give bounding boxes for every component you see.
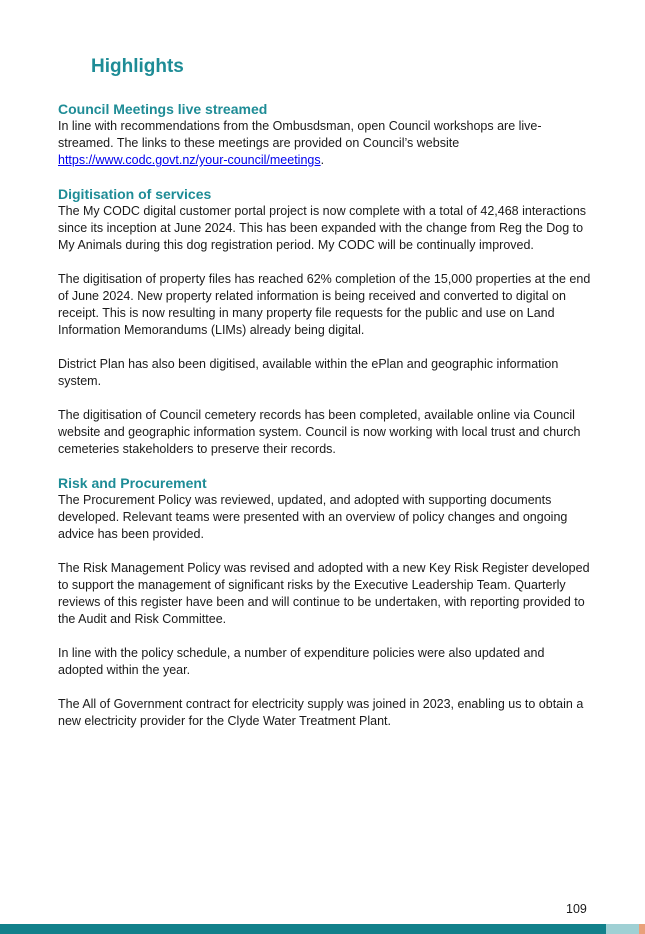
footer-bar-main-segment [0,924,606,934]
footer-bar [0,924,645,934]
section-heading-risk: Risk and Procurement [58,475,207,491]
footer-bar-accent-segment [639,924,645,934]
digitisation-paragraph-1: The My CODC digital customer portal project is now complete with a total of 42,468 interactions since its inception at June 2024. This has been expanded with the change from Reg the Dog to My Animals during this dog registration period. My CODC will be continually improved. [58,204,587,252]
risk-paragraph-4: The All of Government contract for electricity supply was joined in 2023, enabling us to obtain a new electricity provider for the Clyde Water Treatment Plant. [58,697,584,728]
risk-paragraph-3: In line with the policy schedule, a number of expenditure policies were also updated and adopted within the year. [58,646,545,677]
council-meetings-paragraph [58,118,592,169]
document-body [58,101,592,747]
risk-paragraph-1: The Procurement Policy was reviewed, updated, and adopted with supporting documents developed. Relevant teams were presented with an overview of policy changes and ongoing advice has been provided. [58,493,568,541]
section-heading-digitisation: Digitisation of services [58,186,212,202]
page-number: 109 [566,902,587,916]
meetings-link[interactable]: https://www.codc.govt.nz/your-council/meetings [58,153,321,167]
digitisation-paragraph-2: The digitisation of property files has reached 62% completion of the 15,000 properties at the end of June 2024. New property related information is being received and converted to digital on receipt. This is now resulting in many property file requests for the public and use on Land Information Memorandums (LIMs) already being digital. [58,272,591,337]
digitisation-paragraph-3: District Plan has also been digitised, available within the ePlan and geographic information system. [58,357,559,388]
section-heading-council-meetings: Council Meetings live streamed [58,101,268,117]
digitisation-paragraph-4: The digitisation of Council cemetery records has been completed, available online via Council website and geographic information system. Council is now working with local trust and church cemeteries stakeholders to preserve their records. [58,408,581,456]
risk-paragraph-2: The Risk Management Policy was revised and adopted with a new Key Risk Register developed to support the management of significant risks by the Executive Leadership Team. Quarterly reviews of this register have been and will continue to be undertaken, with reporting provided to the Audit and Risk Committee. [58,561,590,626]
footer-bar-light-segment [606,924,639,934]
council-meetings-end: . [320,153,325,167]
council-meetings-text: In line with recommendations from the Ombusdsman, open Council workshops are live-streamed. The links to these meetings are provided on Council’s website [58,119,542,150]
page-title: Highlights [91,56,184,77]
